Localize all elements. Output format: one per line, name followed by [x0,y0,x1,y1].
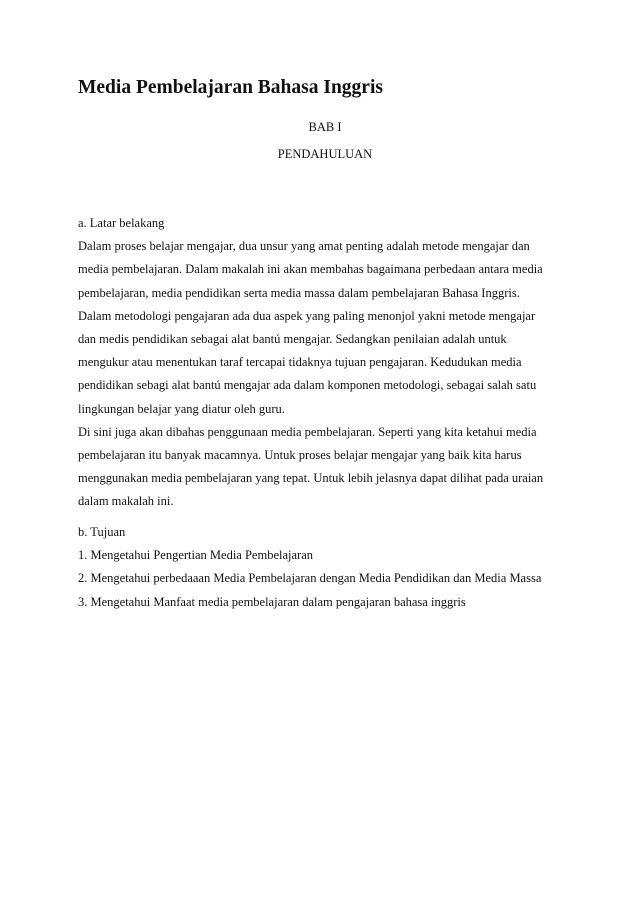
list-item: 1. Mengetahui Pengertian Media Pembelajaran [78,548,313,563]
paragraph-line: mengukur atau menentukan taraf tercapai tidaknya tujuan pengajaran. Kedudukan media [78,355,522,370]
paragraph-line: Dalam metodologi pengajaran ada dua aspek yang paling menonjol yakni metode mengajar [78,308,536,323]
paragraph-line: dan medis pendidikan sebagai alat bantú mengajar. Sedangkan penilaian adalah untuk [78,331,507,346]
paragraph-line: dalam makalah ini. [78,494,174,509]
section-heading: b. Tujuan [78,525,126,539]
paragraph-line: menggunakan media pembelajaran yang tepat. Untuk lebih jelasnya dapat dilihat pada uraian [78,471,544,486]
chapter-title: PENDAHULUAN [277,147,373,161]
section-latar-belakang [78,212,560,513]
paragraph-line: Di sini juga akan dibahas penggunaan media pembelajaran. Seperti yang kita ketahui media [78,424,537,439]
paragraph-line: Dalam proses belajar mengajar, dua unsur yang amat penting adalah metode mengajar dan [78,239,530,254]
section-tujuan [78,521,560,614]
paragraph-line: pendidikan sebagi alat bantú mengajar ada dalam komponen metodologi, sebagai salah satu [78,378,537,393]
document-title: Media Pembelajaran Bahasa Inggris [78,77,383,98]
chapter-label: BAB I [308,120,342,134]
section-heading: a. Latar belakang [78,216,165,230]
list-item: 3. Mengetahui Manfaat media pembelajaran dalam pengajaran bahasa inggris [78,594,466,609]
paragraph-line: media pembelajaran. Dalam makalah ini akan membahas bagaimana perbedaan antara media [78,262,543,277]
list-item: 2. Mengetahui perbedaaan Media Pembelajaran dengan Media Pendidikan dan Media Massa [78,571,542,586]
paragraph-line: lingkungan belajar yang diatur oleh guru. [78,401,285,416]
paragraph-line: pembelajaran itu banyak macamnya. Untuk proses belajar mengajar yang baik kita harus [78,447,522,462]
paragraph-line: pembelajaran, media pendidikan serta media massa dalam pembelajaran Bahasa Inggris. [78,285,520,300]
